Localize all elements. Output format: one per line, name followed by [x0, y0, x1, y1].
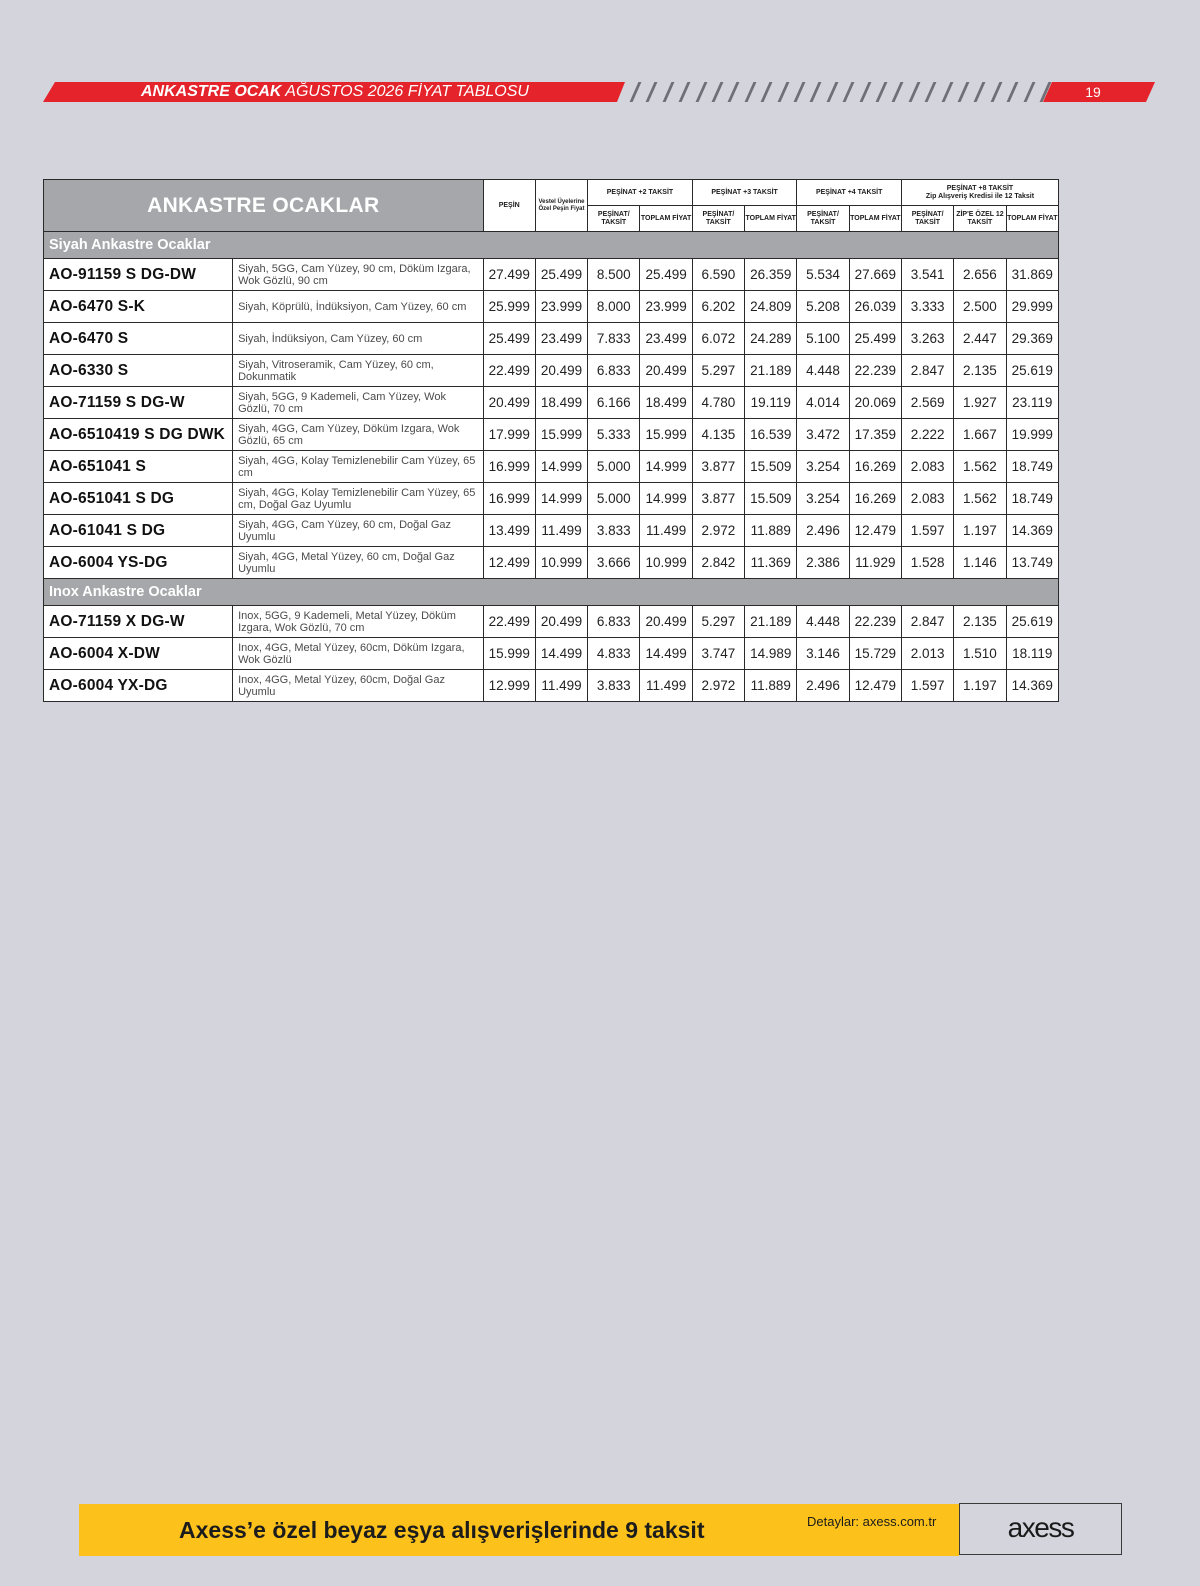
- price-cell: 12.999: [483, 670, 535, 702]
- price-cell: 16.999: [483, 451, 535, 483]
- price-cell: 23.499: [535, 323, 587, 355]
- product-code: AO-6004 YX-DG: [44, 670, 233, 702]
- price-cell: 14.999: [640, 451, 692, 483]
- price-cell: 25.499: [849, 323, 901, 355]
- subheader-toplam-fiyat: TOPLAM FİYAT: [849, 206, 901, 232]
- price-cell: 20.499: [640, 355, 692, 387]
- header-group-8-line1: PEŞİNAT +8 TAKSİT: [946, 184, 1014, 192]
- price-cell: 3.263: [901, 323, 953, 355]
- price-cell: 4.135: [692, 419, 744, 451]
- subheader-toplam-fiyat: TOPLAM FİYAT: [745, 206, 797, 232]
- price-cell: 1.562: [954, 451, 1006, 483]
- banner-stripe: [974, 82, 986, 102]
- banner-title-rest: AĞUSTOS 2026 FİYAT TABLOSU: [281, 83, 529, 100]
- price-cell: 11.499: [640, 515, 692, 547]
- table-title: ANKASTRE OCAKLAR: [44, 180, 484, 232]
- price-cell: 2.135: [954, 355, 1006, 387]
- table-row: [44, 515, 1059, 547]
- axess-logo-box: [959, 1503, 1122, 1555]
- price-cell: 14.999: [535, 451, 587, 483]
- price-cell: 18.119: [1006, 638, 1058, 670]
- price-cell: 21.189: [745, 606, 797, 638]
- price-cell: 18.749: [1006, 451, 1058, 483]
- product-code: AO-6004 X-DW: [44, 638, 233, 670]
- price-cell: 24.289: [745, 323, 797, 355]
- price-cell: 13.749: [1006, 547, 1058, 579]
- price-cell: 7.833: [588, 323, 640, 355]
- price-cell: 3.254: [797, 483, 849, 515]
- price-cell: 22.499: [483, 355, 535, 387]
- footer-details-link[interactable]: Detaylar: axess.com.tr: [807, 1514, 937, 1529]
- price-cell: 1.667: [954, 419, 1006, 451]
- price-cell: 2.500: [954, 291, 1006, 323]
- price-cell: 1.146: [954, 547, 1006, 579]
- price-cell: 3.146: [797, 638, 849, 670]
- price-cell: 2.656: [954, 259, 1006, 291]
- price-cell: 19.119: [745, 387, 797, 419]
- price-cell: 18.499: [640, 387, 692, 419]
- price-cell: 5.000: [588, 483, 640, 515]
- table-row: [44, 670, 1059, 702]
- banner-stripe: [843, 82, 855, 102]
- price-cell: 21.189: [745, 355, 797, 387]
- price-cell: 25.619: [1006, 355, 1058, 387]
- price-cell: 25.499: [535, 259, 587, 291]
- banner-stripe: [794, 82, 806, 102]
- table-row: [44, 419, 1059, 451]
- product-description: Siyah, 4GG, Cam Yüzey, Döküm Izgara, Wok Gözlü, 65 cm: [233, 419, 483, 451]
- axess-logo: axess: [1007, 1512, 1074, 1543]
- price-cell: 4.780: [692, 387, 744, 419]
- price-cell: 31.869: [1006, 259, 1058, 291]
- header-banner: [43, 82, 1155, 102]
- price-cell: 15.999: [535, 419, 587, 451]
- price-cell: 1.510: [954, 638, 1006, 670]
- table-row: [44, 451, 1059, 483]
- price-table: [43, 179, 1059, 702]
- price-cell: 11.499: [640, 670, 692, 702]
- price-cell: 4.833: [588, 638, 640, 670]
- price-cell: 23.999: [640, 291, 692, 323]
- product-code: AO-6330 S: [44, 355, 233, 387]
- price-cell: 17.999: [483, 419, 535, 451]
- product-description: Siyah, 5GG, Cam Yüzey, 90 cm, Döküm Izgara, Wok Gözlü, 90 cm: [233, 259, 483, 291]
- banner-stripe: [646, 82, 658, 102]
- product-description: Siyah, İndüksiyon, Cam Yüzey, 60 cm: [233, 323, 483, 355]
- price-cell: 3.833: [588, 515, 640, 547]
- price-cell: 6.166: [588, 387, 640, 419]
- price-cell: 1.597: [901, 670, 953, 702]
- banner-title: [141, 82, 529, 102]
- price-cell: 23.499: [640, 323, 692, 355]
- price-cell: 26.039: [849, 291, 901, 323]
- price-cell: 1.927: [954, 387, 1006, 419]
- price-cell: 3.333: [901, 291, 953, 323]
- price-cell: 1.562: [954, 483, 1006, 515]
- header-group-8: [901, 180, 1058, 206]
- price-cell: 3.666: [588, 547, 640, 579]
- price-cell: 2.386: [797, 547, 849, 579]
- price-cell: 5.100: [797, 323, 849, 355]
- price-cell: 18.499: [535, 387, 587, 419]
- price-cell: 5.297: [692, 355, 744, 387]
- price-cell: 6.202: [692, 291, 744, 323]
- price-cell: 20.499: [640, 606, 692, 638]
- banner-stripe: [908, 82, 920, 102]
- price-cell: 2.083: [901, 451, 953, 483]
- table-row: [44, 483, 1059, 515]
- group-header-row: [44, 232, 1059, 259]
- price-cell: 11.929: [849, 547, 901, 579]
- price-cell: 2.447: [954, 323, 1006, 355]
- banner-stripe: [679, 82, 691, 102]
- subheader-pesinat-taksit: PEŞİNAT/ TAKSİT: [901, 206, 953, 232]
- price-cell: 14.499: [640, 638, 692, 670]
- price-cell: 14.999: [640, 483, 692, 515]
- price-cell: 25.499: [640, 259, 692, 291]
- price-cell: 19.999: [1006, 419, 1058, 451]
- price-cell: 11.499: [535, 670, 587, 702]
- price-cell: 11.499: [535, 515, 587, 547]
- product-code: AO-6004 YS-DG: [44, 547, 233, 579]
- banner-stripe: [941, 82, 953, 102]
- table-row: [44, 291, 1059, 323]
- price-cell: 26.359: [745, 259, 797, 291]
- header-pesin: PEŞİN: [483, 180, 535, 232]
- price-cell: 5.333: [588, 419, 640, 451]
- price-cell: 2.972: [692, 515, 744, 547]
- group-header-row: [44, 579, 1059, 606]
- price-cell: 4.014: [797, 387, 849, 419]
- price-cell: 3.747: [692, 638, 744, 670]
- price-cell: 20.499: [535, 606, 587, 638]
- price-cell: 2.569: [901, 387, 953, 419]
- banner-stripe: [859, 82, 871, 102]
- price-cell: 2.496: [797, 515, 849, 547]
- banner-stripes: [628, 82, 1088, 102]
- price-cell: 2.972: [692, 670, 744, 702]
- product-description: Siyah, Köprülü, İndüksiyon, Cam Yüzey, 60 cm: [233, 291, 483, 323]
- price-cell: 22.239: [849, 355, 901, 387]
- price-cell: 5.534: [797, 259, 849, 291]
- price-cell: 2.842: [692, 547, 744, 579]
- price-cell: 16.999: [483, 483, 535, 515]
- product-description: Siyah, 4GG, Metal Yüzey, 60 cm, Doğal Gaz Uyumlu: [233, 547, 483, 579]
- price-cell: 8.500: [588, 259, 640, 291]
- table-row: [44, 259, 1059, 291]
- price-cell: 5.297: [692, 606, 744, 638]
- price-cell: 10.999: [535, 547, 587, 579]
- price-cell: 15.509: [745, 451, 797, 483]
- price-cell: 20.069: [849, 387, 901, 419]
- price-cell: 5.000: [588, 451, 640, 483]
- table-row: [44, 355, 1059, 387]
- price-cell: 16.269: [849, 451, 901, 483]
- banner-stripe: [892, 82, 904, 102]
- banner-stripe: [777, 82, 789, 102]
- price-cell: 2.222: [901, 419, 953, 451]
- price-cell: 1.528: [901, 547, 953, 579]
- header-group-3: PEŞİNAT +3 TAKSİT: [692, 180, 797, 206]
- product-code: AO-71159 X DG-W: [44, 606, 233, 638]
- price-cell: 10.999: [640, 547, 692, 579]
- price-cell: 29.369: [1006, 323, 1058, 355]
- product-description: Siyah, 4GG, Cam Yüzey, 60 cm, Doğal Gaz Uyumlu: [233, 515, 483, 547]
- banner-stripe: [712, 82, 724, 102]
- price-cell: 20.499: [535, 355, 587, 387]
- price-cell: 15.999: [640, 419, 692, 451]
- price-cell: 3.833: [588, 670, 640, 702]
- price-cell: 11.889: [745, 670, 797, 702]
- price-cell: 14.999: [535, 483, 587, 515]
- price-cell: 25.999: [483, 291, 535, 323]
- subheader-toplam-fiyat: TOPLAM FİYAT: [1006, 206, 1058, 232]
- product-code: AO-6470 S-K: [44, 291, 233, 323]
- banner-stripe: [1007, 82, 1019, 102]
- product-description: Siyah, 4GG, Kolay Temizlenebilir Cam Yüzey, 65 cm: [233, 451, 483, 483]
- price-cell: 3.472: [797, 419, 849, 451]
- price-cell: 25.619: [1006, 606, 1058, 638]
- price-cell: 14.369: [1006, 515, 1058, 547]
- product-code: AO-61041 S DG: [44, 515, 233, 547]
- subheader-zip-ozel: ZİP'E ÖZEL 12 TAKSİT: [954, 206, 1006, 232]
- price-cell: 25.499: [483, 323, 535, 355]
- price-cell: 16.539: [745, 419, 797, 451]
- banner-stripe: [761, 82, 773, 102]
- price-cell: 6.833: [588, 355, 640, 387]
- price-cell: 1.597: [901, 515, 953, 547]
- price-cell: 4.448: [797, 606, 849, 638]
- subheader-toplam-fiyat: TOPLAM FİYAT: [640, 206, 692, 232]
- banner-stripe: [958, 82, 970, 102]
- price-cell: 1.197: [954, 515, 1006, 547]
- price-cell: 20.499: [483, 387, 535, 419]
- group-title: Inox Ankastre Ocaklar: [44, 579, 1059, 606]
- price-cell: 27.669: [849, 259, 901, 291]
- banner-stripe: [695, 82, 707, 102]
- product-code: AO-6510419 S DG DWK: [44, 419, 233, 451]
- header-group-8-line2: Zip Alışveriş Kredisi ile 12 Taksit: [925, 192, 1035, 200]
- price-cell: 2.496: [797, 670, 849, 702]
- price-cell: 3.541: [901, 259, 953, 291]
- price-cell: 23.999: [535, 291, 587, 323]
- header-group-4: PEŞİNAT +4 TAKSİT: [797, 180, 902, 206]
- price-cell: 11.369: [745, 547, 797, 579]
- price-cell: 2.847: [901, 606, 953, 638]
- product-code: AO-91159 S DG-DW: [44, 259, 233, 291]
- price-cell: 12.479: [849, 670, 901, 702]
- price-cell: 18.749: [1006, 483, 1058, 515]
- price-cell: 14.499: [535, 638, 587, 670]
- price-cell: 13.499: [483, 515, 535, 547]
- price-cell: 3.877: [692, 451, 744, 483]
- table-row: [44, 547, 1059, 579]
- price-cell: 22.499: [483, 606, 535, 638]
- price-cell: 2.083: [901, 483, 953, 515]
- price-cell: 29.999: [1006, 291, 1058, 323]
- header-vestel-price: Vestel Üyelerine Özel Peşin Fiyat: [535, 180, 587, 232]
- price-cell: 14.369: [1006, 670, 1058, 702]
- price-cell: 17.359: [849, 419, 901, 451]
- price-cell: 5.208: [797, 291, 849, 323]
- product-description: Siyah, 5GG, 9 Kademeli, Cam Yüzey, Wok Gözlü, 70 cm: [233, 387, 483, 419]
- price-cell: 6.833: [588, 606, 640, 638]
- product-description: Inox, 4GG, Metal Yüzey, 60cm, Döküm Izgara, Wok Gözlü: [233, 638, 483, 670]
- product-description: Siyah, 4GG, Kolay Temizlenebilir Cam Yüzey, 65 cm, Doğal Gaz Uyumlu: [233, 483, 483, 515]
- subheader-pesinat-taksit: PEŞİNAT/ TAKSİT: [588, 206, 640, 232]
- banner-stripe: [925, 82, 937, 102]
- banner-stripe: [744, 82, 756, 102]
- price-cell: 11.889: [745, 515, 797, 547]
- price-cell: 2.135: [954, 606, 1006, 638]
- price-cell: 12.499: [483, 547, 535, 579]
- price-cell: 4.448: [797, 355, 849, 387]
- price-cell: 15.729: [849, 638, 901, 670]
- price-cell: 3.877: [692, 483, 744, 515]
- table-row: [44, 387, 1059, 419]
- price-cell: 22.239: [849, 606, 901, 638]
- footer-message: Axess’e özel beyaz eşya alışverişlerinde 9 taksit: [179, 1517, 705, 1543]
- banner-stripe: [728, 82, 740, 102]
- banner-stripe: [810, 82, 822, 102]
- product-code: AO-651041 S DG: [44, 483, 233, 515]
- price-cell: 14.989: [745, 638, 797, 670]
- product-code: AO-651041 S: [44, 451, 233, 483]
- price-cell: 8.000: [588, 291, 640, 323]
- price-cell: 1.197: [954, 670, 1006, 702]
- table-body: [44, 232, 1059, 702]
- table-row: [44, 323, 1059, 355]
- price-cell: 12.479: [849, 515, 901, 547]
- banner-stripe: [630, 82, 642, 102]
- price-cell: 6.590: [692, 259, 744, 291]
- banner-stripe: [876, 82, 888, 102]
- banner-stripe: [990, 82, 1002, 102]
- price-cell: 27.499: [483, 259, 535, 291]
- subheader-pesinat-taksit: PEŞİNAT/ TAKSİT: [797, 206, 849, 232]
- product-description: Siyah, Vitroseramik, Cam Yüzey, 60 cm, Dokunmatik: [233, 355, 483, 387]
- product-description: Inox, 4GG, Metal Yüzey, 60cm, Doğal Gaz Uyumlu: [233, 670, 483, 702]
- page-number: 19: [1085, 84, 1101, 100]
- product-description: Inox, 5GG, 9 Kademeli, Metal Yüzey, Döküm Izgara, Wok Gözlü, 70 cm: [233, 606, 483, 638]
- table-row: [44, 638, 1059, 670]
- footer-banner: [79, 1504, 959, 1556]
- price-cell: 2.013: [901, 638, 953, 670]
- price-cell: 3.254: [797, 451, 849, 483]
- group-title: Siyah Ankastre Ocaklar: [44, 232, 1059, 259]
- table-row: [44, 606, 1059, 638]
- price-cell: 23.119: [1006, 387, 1058, 419]
- banner-stripe: [662, 82, 674, 102]
- product-code: AO-6470 S: [44, 323, 233, 355]
- banner-stripe: [1023, 82, 1035, 102]
- price-cell: 6.072: [692, 323, 744, 355]
- price-cell: 16.269: [849, 483, 901, 515]
- header-group-2: PEŞİNAT +2 TAKSİT: [588, 180, 693, 206]
- price-cell: 15.999: [483, 638, 535, 670]
- price-cell: 2.847: [901, 355, 953, 387]
- product-code: AO-71159 S DG-W: [44, 387, 233, 419]
- subheader-pesinat-taksit: PEŞİNAT/ TAKSİT: [692, 206, 744, 232]
- price-cell: 24.809: [745, 291, 797, 323]
- price-cell: 15.509: [745, 483, 797, 515]
- banner-stripe: [826, 82, 838, 102]
- banner-title-bold: ANKASTRE OCAK: [141, 83, 282, 100]
